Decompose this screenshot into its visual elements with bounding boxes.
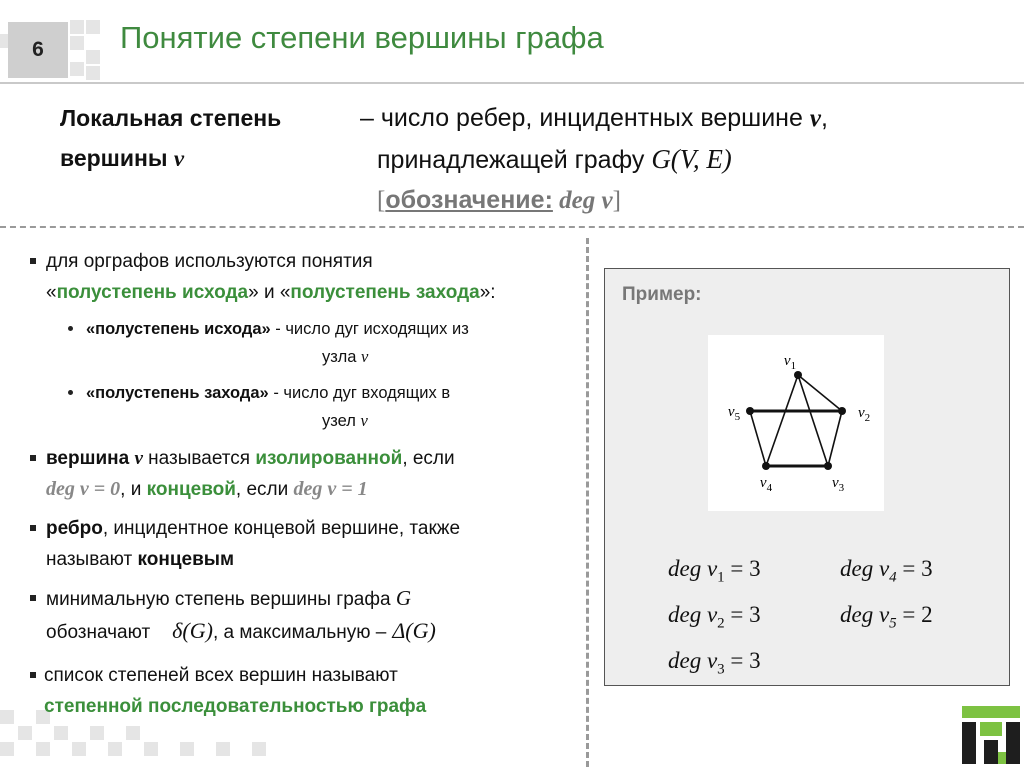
sub2-line1 (86, 379, 566, 407)
definition-line2 (360, 139, 1000, 180)
bullet3-bold: ребро (46, 518, 103, 539)
bullet2-bold: вершина (46, 448, 135, 469)
bullet2-var: v (134, 448, 143, 469)
sub1-text: - число дуг исходящих из (270, 320, 469, 338)
degree-v1-eq: = 3 (724, 556, 761, 581)
degree-v3-pre: deg v (668, 648, 718, 673)
degree-v4-sub: 4 (889, 569, 897, 586)
graph-edge-v2-v3 (828, 411, 842, 466)
graph-vertices (728, 353, 870, 494)
graph-vertex-label-v3: $v_3$ (832, 475, 845, 494)
sub2-line2 (86, 407, 566, 435)
bullet3-line2 (46, 544, 576, 575)
sub2-text: - число дуг входящих в (268, 384, 451, 402)
degree-v5-pre: deg v (840, 602, 890, 627)
definition-line1-end: , (820, 104, 828, 132)
bullet2-text: называется (142, 448, 256, 469)
definition-term-line2 (60, 138, 360, 179)
graph-edge-v1-v3 (798, 375, 828, 466)
definition-body (360, 98, 1000, 221)
degree-v2-eq: = 3 (724, 602, 761, 627)
bullet2-expr1: deg v = 0 (46, 478, 121, 500)
graph-vertex-sub-v4: 4 (766, 482, 773, 494)
graph-vertex-label-v5: $v_5$ (727, 404, 741, 423)
bullet1-line1: для орграфов используются понятия (46, 251, 373, 272)
bullet-digraph-degrees (46, 246, 576, 308)
graph-vertex-label-v1: $v_1$ (783, 353, 797, 372)
sub1-line2 (86, 343, 566, 371)
definition-line1-var: v (809, 105, 821, 132)
slide-number-text: 6 (32, 38, 44, 61)
sub2-term: «полустепень захода» (86, 384, 269, 402)
bullet1-quote2-open: « (279, 282, 291, 303)
sub1-line1 (86, 315, 566, 343)
sub2-line2-text: узел (322, 412, 361, 430)
bullet5-text: список степеней всех вершин называют (44, 665, 398, 686)
definition-term-text: вершины (60, 145, 174, 171)
graph-vertex-v4 (762, 462, 770, 470)
bullet1-term1: полустепень исхода (56, 282, 249, 303)
definition-term (60, 98, 360, 179)
notation-expr: deg v (552, 187, 613, 214)
degree-v4-pre: deg v (840, 556, 890, 581)
bullet5-degree-sequence: степенной последовательностью графа (44, 696, 427, 717)
definition-line2-text: принадлежащей графу (377, 146, 652, 174)
bullet2-text4: , если (235, 479, 294, 500)
definition-line1 (360, 98, 1000, 139)
degree-v3-sub: 3 (717, 661, 725, 678)
notation-label: обозначение: (385, 186, 553, 214)
sub1-var: v (361, 347, 369, 366)
graph-vertex-v3 (824, 462, 832, 470)
degree-v4-eq: = 3 (896, 556, 933, 581)
degree-v5-sub: 5 (889, 615, 897, 632)
degree-v3 (668, 648, 761, 679)
degree-v4 (840, 556, 933, 587)
graph-vertex-label-v4: $v_4$ (759, 475, 773, 494)
bullet-square-icon (30, 455, 36, 461)
graph-edges (750, 375, 842, 466)
bullet-pendant-edge (46, 513, 576, 575)
graph-vertex-sub-v1: 1 (790, 360, 797, 372)
slide-number (8, 22, 68, 78)
degree-v2 (668, 602, 761, 633)
title-divider (0, 82, 1024, 84)
bullet1-term2: полустепень захода (290, 282, 480, 303)
graph-edge-v5-v4 (750, 411, 766, 466)
graph-vertex-v2 (838, 407, 846, 415)
degree-v1-sub: 1 (717, 569, 725, 586)
bullet-square-icon (30, 672, 36, 678)
bullet3-text: , инцидентное концевой вершине, также (102, 518, 461, 539)
definition-term-line1: Локальная степень (60, 105, 282, 131)
bullet2-expr2: deg v = 1 (293, 478, 368, 500)
bullet1-and: и (258, 282, 280, 303)
graph-vertex-v5 (746, 407, 754, 415)
sub-bullet-outdegree (86, 315, 566, 371)
graph-figure (708, 335, 884, 511)
bullet3-line1 (46, 513, 576, 544)
sub2-var: v (360, 411, 368, 430)
bullet-square-icon (30, 525, 36, 531)
graph-vertex-label-v2: $v_2$ (858, 405, 871, 424)
bullet3-line2-text: называют (46, 549, 138, 570)
bullet1-quote2-close: »: (479, 282, 496, 303)
sub1-line2-text: узла (322, 348, 362, 366)
bullet4-var: G (395, 586, 412, 610)
bullet2-text2: , если (402, 448, 455, 469)
bullet1-quote1-close: » (248, 282, 259, 303)
definition-line1-text: – число ребер, инцидентных вершине (360, 104, 810, 132)
graph-vertex-sub-v2: 2 (864, 412, 871, 424)
degree-v1-pre: deg v (668, 556, 718, 581)
university-logo-icon (962, 706, 1020, 764)
notation-open: [ (377, 187, 386, 214)
degree-v2-pre: deg v (668, 602, 718, 627)
bullet-square-icon (30, 258, 36, 264)
bullet4-text: минимальную степень вершины графа (46, 589, 396, 610)
degree-v2-sub: 2 (717, 615, 725, 632)
bullet2-line1 (46, 443, 576, 474)
graph-vertex-sub-v3: 3 (838, 482, 845, 494)
bullet4-line1 (46, 583, 576, 615)
bullet-square-icon (30, 595, 36, 601)
horizontal-dashed-divider (0, 226, 1024, 228)
notation-close: ] (612, 187, 621, 214)
bullet4-line2 (46, 615, 576, 648)
graph-vertex-sub-v5: 5 (734, 411, 741, 423)
bullet1-quote1-open: « (46, 282, 57, 303)
bullet2-pendant: концевой (146, 479, 236, 500)
sub-bullet-indegree (86, 379, 566, 435)
definition-term-var: v (173, 146, 185, 171)
bullet1-line2 (46, 277, 576, 308)
vertical-dashed-divider (586, 238, 589, 767)
graph-vertex-v1 (794, 371, 802, 379)
graph-edge-v1-v4 (766, 375, 798, 466)
bullet-isolated-vertex (46, 443, 576, 505)
bullet4-line2-text: обозначают (46, 622, 151, 643)
graph-svg (708, 335, 884, 511)
sub1-term: «полустепень исхода» (86, 320, 271, 338)
bullet2-text3: , и (120, 479, 147, 500)
bullet2-line2 (46, 474, 576, 505)
bullet-dot-icon (68, 390, 73, 395)
bullet-min-max-degree (46, 583, 576, 648)
degree-v5 (840, 602, 933, 633)
degree-v1 (668, 556, 761, 587)
example-label: Пример: (622, 284, 702, 305)
definition-notation (360, 180, 1000, 221)
bullet4-min-expr: δ(G) (172, 618, 213, 643)
degree-v5-eq: = 2 (896, 602, 933, 627)
bullet3-bold2: концевым (137, 549, 235, 570)
page-title: Понятие степени вершины графа (120, 20, 604, 55)
bullet-degree-sequence (44, 660, 574, 722)
bullet4-max-expr: Δ(G) (392, 618, 436, 643)
bullet2-isolated: изолированной (255, 448, 403, 469)
bullet4-text2: , а максимальную – (212, 622, 387, 643)
definition-graph-expr: G(V, E) (651, 144, 732, 174)
bullet-dot-icon (68, 326, 73, 331)
degree-v3-eq: = 3 (724, 648, 761, 673)
